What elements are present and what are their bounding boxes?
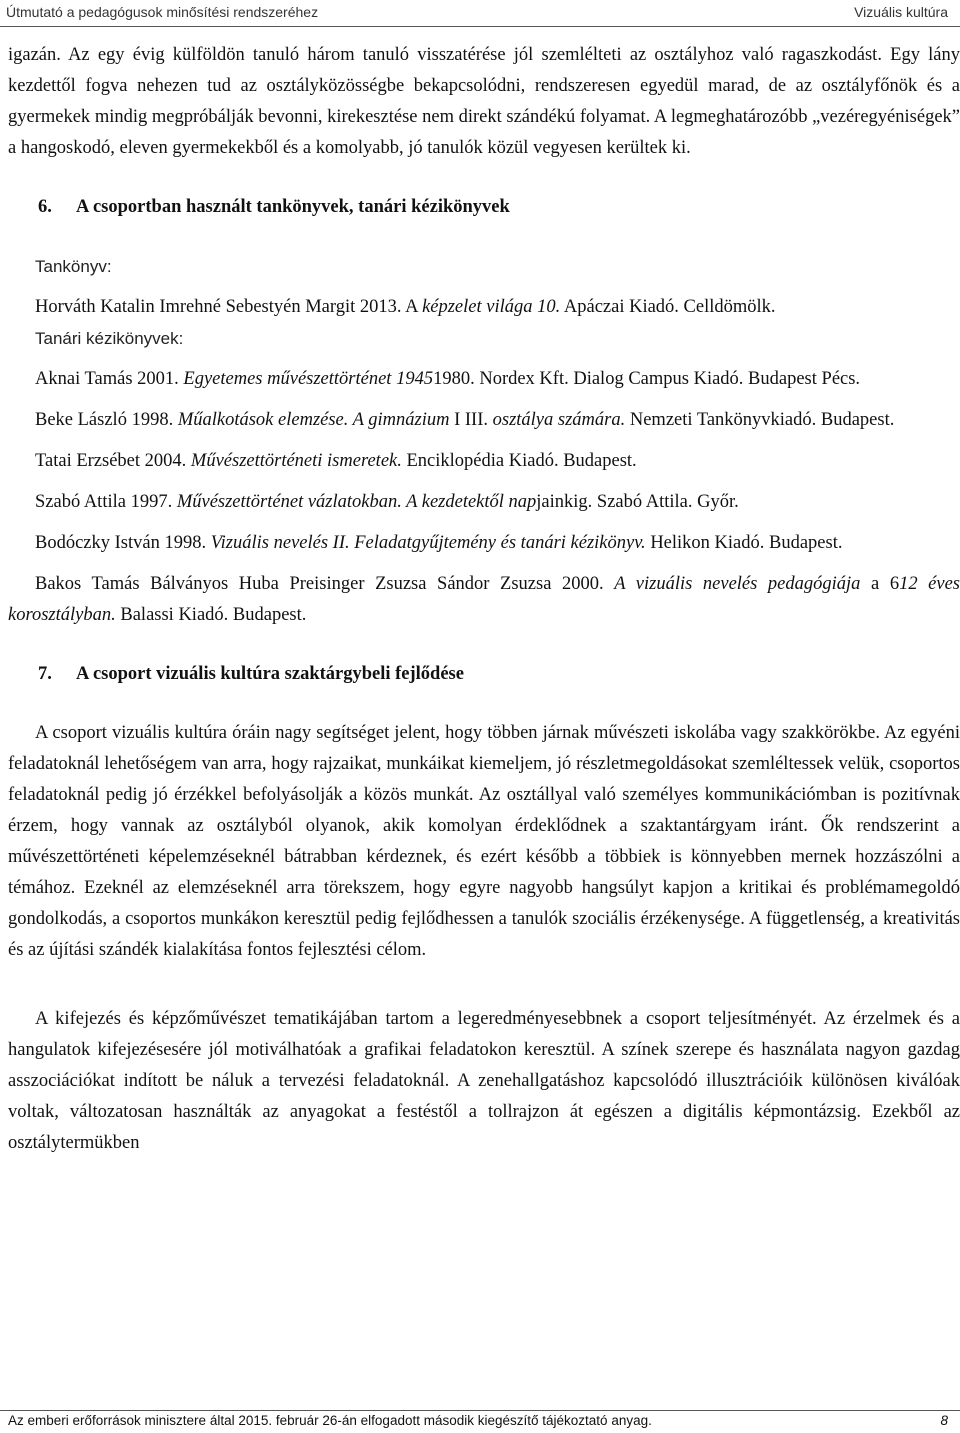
reference-item bbox=[8, 405, 960, 436]
reference-publisher: Balassi Kiadó. Budapest. bbox=[115, 605, 307, 625]
reference-publisher: Nemzeti Tankönyvkiadó. Budapest. bbox=[625, 410, 895, 430]
reference-author: Aknai Tamás 2001. bbox=[35, 369, 184, 389]
document-body bbox=[8, 40, 960, 1159]
reference-author: Bakos Tamás Bálványos Huba Preisinger Zsuzsa Sándor Zsuzsa 2000. bbox=[35, 574, 615, 594]
reference-item bbox=[8, 364, 960, 395]
textbook-publisher: Apáczai Kiadó. Celldömölk. bbox=[560, 297, 776, 317]
section-6-heading bbox=[8, 192, 960, 223]
reference-title: Művészettörténeti ismeretek. bbox=[190, 451, 402, 471]
page-number: 8 bbox=[940, 1413, 948, 1428]
section-6-title: A csoportban használt tankönyvek, tanári kézikönyvek bbox=[76, 197, 510, 217]
reference-range: I III. bbox=[454, 410, 493, 430]
footer-text: Az emberi erőforrások minisztere által 2015. február 26-án elfogadott második kiegészítő tájékoztató anyag. bbox=[8, 1413, 652, 1428]
section-7-number: 7. bbox=[38, 664, 52, 684]
reference-publisher: Enciklopédia Kiadó. Budapest. bbox=[401, 451, 637, 471]
header-rule bbox=[0, 26, 960, 27]
textbook-authors: Horváth Katalin Imrehné Sebestyén Margit 2013. A bbox=[35, 297, 423, 317]
reference-author: Beke László 1998. bbox=[35, 410, 178, 430]
reference-publisher: 1980. Nordex Kft. Dialog Campus Kiadó. Budapest Pécs. bbox=[433, 369, 861, 389]
reference-title: A vizuális nevelés pedagógiája bbox=[614, 574, 861, 594]
textbook-label: Tankönyv: bbox=[35, 257, 112, 276]
reference-title-cont: 12 éves korosztályban. bbox=[8, 574, 960, 625]
section-6-number: 6. bbox=[38, 197, 52, 217]
footer-rule bbox=[0, 1410, 960, 1411]
handbooks-label: Tanári kézikönyvek: bbox=[35, 329, 184, 348]
reference-title-cont: osztálya számára. bbox=[492, 410, 626, 430]
reference-publisher: jainkig. Szabó Attila. Győr. bbox=[536, 492, 739, 512]
reference-item bbox=[8, 528, 960, 559]
reference-author: Tatai Erzsébet 2004. bbox=[35, 451, 191, 471]
textbook-title: képzelet világa 10. bbox=[422, 297, 561, 317]
section-7-heading bbox=[8, 659, 960, 690]
reference-mid: a 6 bbox=[860, 574, 900, 594]
reference-item bbox=[8, 487, 960, 518]
reference-title: Műalkotások elemzése. A gimnázium bbox=[177, 410, 455, 430]
intro-paragraph: igazán. Az egy évig külföldön tanuló három tanuló visszatérése jól szemlélteti az osztályhoz való ragaszkodást. Egy lány kezdettől fogva nehezen tud az osztályközösségbe bekapcsolódni, rendszeresen egyedül marad, de az osztályfőnök és a gyermekek mindig megpróbálják bevonni, kirekesztése nem direkt szándékú folyamat. A legmeghatározóbb „vezéregyéniségek” a hangoskodó, eleven gyermekekből és a komolyabb, jó tanulók közül vegyesen kerültek ki. bbox=[8, 45, 960, 158]
section-7-title: A csoport vizuális kultúra szaktárgybeli fejlődése bbox=[76, 664, 464, 684]
textbook-entry bbox=[8, 292, 960, 323]
reference-title: Egyetemes művészettörténet 1945 bbox=[183, 369, 434, 389]
reference-item bbox=[8, 446, 960, 477]
reference-author: Szabó Attila 1997. bbox=[35, 492, 177, 512]
section-7-paragraph-1: A csoport vizuális kultúra óráin nagy segítséget jelent, hogy többen járnak művészeti iskolába vagy szakkörökbe. Az egyéni feladatoknál lehetőségem van arra, hogy rajzaikat, munkáikat kiemeljem, jó részletmegoldásokat szemléltessek velük, csoportos feladatoknál pedig jó érzékkel befolyásolják a közös munkát. Az osztállyal való személyes kommunikációmban is pozitívnak érzem, hogy vannak az osztályból olyanok, akik komolyan érdeklődnek a szaktantárgyam iránt. Ők rendszerint a művészettörténeti képelemzéseknél bátrabban kérdeznek, és ezért később a többiek is könnyebben mernek hozzászólni a témához. Ezeknél az elemzéseknél arra törekszem, hogy egyre nagyobb hangsúlyt kapjon a kritikai és problémamegoldó gondolkodás, a csoportos munkákon keresztül pedig fejlődhessen a tanulók szociális érzékenysége. A függetlenség, a kreativitás és az újítási szándék kialakítása fontos fejlesztési célom. bbox=[8, 723, 960, 960]
section-7-paragraph-2: A kifejezés és képzőművészet tematikájában tartom a legeredményesebbnek a csoport teljesítményét. Az érzelmek és a hangulatok kifejezésesére jól motiválhatóak a grafikai feladatokon keresztül. A színek szerepe és használata nagyon gazdag asszociációkat indított be náluk a tervezési feladatoknál. A zenehallgatáshoz kapcsolódó illusztrációik különösen kiválóak voltak, változatosan használták az anyagokat a festéstől a tollrajzon át egészen a digitális képmontázsig. Ezekből az osztálytermükben bbox=[8, 1009, 960, 1153]
header-title: Útmutató a pedagógusok minősítési rendszeréhez bbox=[6, 4, 319, 20]
reference-author: Bodóczky István 1998. bbox=[35, 533, 211, 553]
page-footer bbox=[0, 1410, 960, 1433]
reference-item bbox=[8, 569, 960, 631]
page-header bbox=[0, 0, 960, 27]
reference-title: Vizuális nevelés II. Feladatgyűjtemény és tanári kézikönyv. bbox=[210, 533, 646, 553]
header-subject: Vizuális kultúra bbox=[854, 4, 948, 20]
reference-title: Művészettörténet vázlatokban. A kezdetektől nap bbox=[176, 492, 537, 512]
reference-publisher: Helikon Kiadó. Budapest. bbox=[645, 533, 843, 553]
